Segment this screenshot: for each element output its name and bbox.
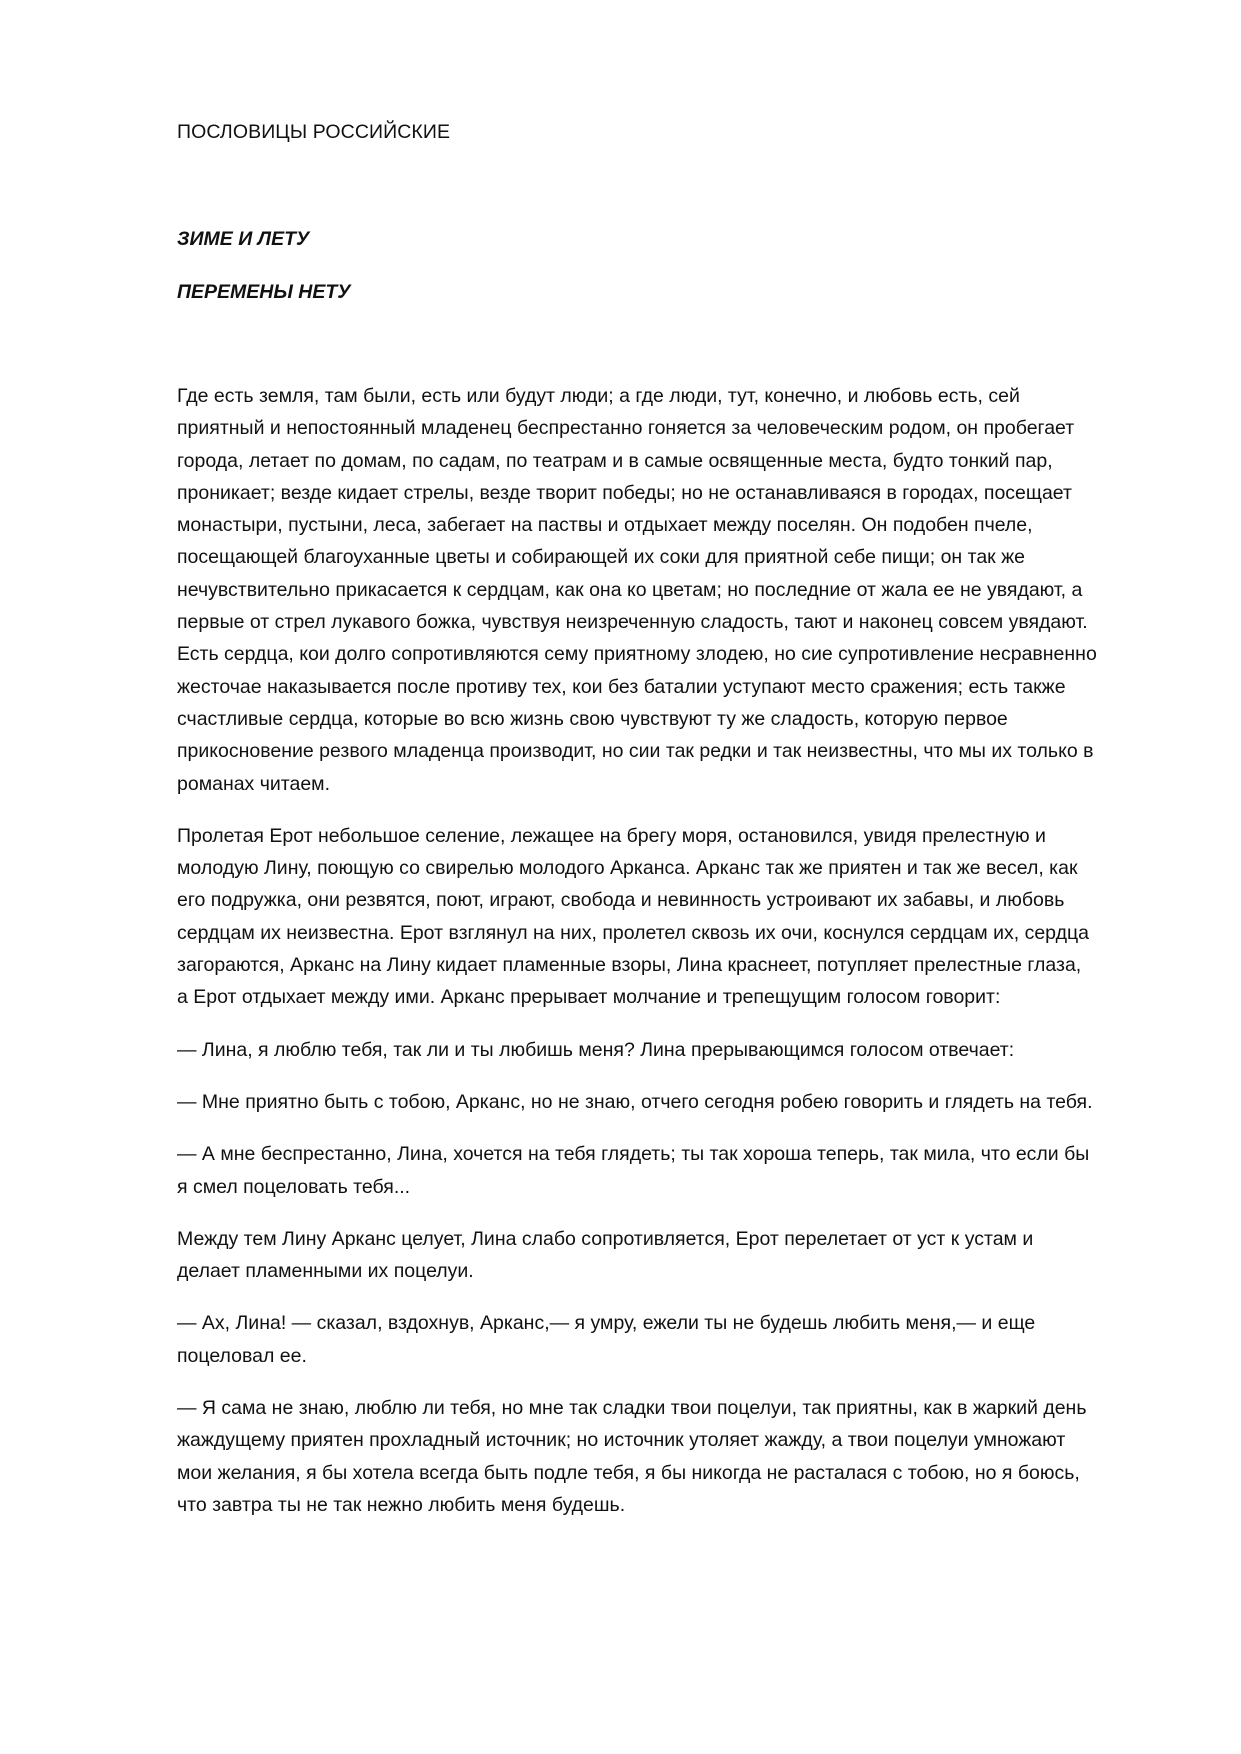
dialogue-paragraph: — А мне беспрестанно, Лина, хочется на тебя глядеть; ты так хороша теперь, так мила, что если бы я смел поцеловать тебя... (177, 1143, 1090, 1198)
dialogue-paragraph: — Лина, я люблю тебя, так ли и ты любишь меня? Лина прерывающимся голосом отвечает: (177, 1038, 1015, 1061)
subheading-winter-summer: ЗИМЕ И ЛЕТУ (177, 228, 310, 250)
paragraph: Пролетая Ерот небольшое селение, лежащее на брегу моря, остановился, увидя прелестную и молодую Лину, поющую со свирелью молодого Арканса. Арканс так же приятен и так же весел, как его подружка, они резвятся, поют, играют, свобода и невинность устроивают их забавы, и любовь сердцам их неизвестна. Ерот взглянул на них, пролетел сквозь их очи, коснулся сердцам их, сердца загораются, Арканс на Лину кидает пламенные взоры, Лина краснеет, потупляет прелестные глаза, а Ерот отдыхает между ими. Арканс прерывает молчание и трепещущим голосом говорит: (177, 824, 1089, 1009)
paragraph: Где есть земля, там были, есть или будут люди; а где люди, тут, конечно, и любовь есть, сей приятный и непостоянный младенец беспрестанно гоняется за человеческим родом, он пробегает города, летает по домам, по садам, по театрам и в самые освященные места, будто тонкий пар, проникает; везде кидает стрелы, везде творит победы; но не останавливаяся в городах, посещает монастыри, пустыни, леса, забегает на паствы и отдыхает между поселян. Он подобен пчеле, посещающей благоуханные цветы и собирающей их соки для приятной себе пищи; он так же нечувствительно прикасается к сердцам, как она ко цветам; но последние от жала ее не увядают, а первые от стрел лукавого божка, чувствуя неизреченную сладость, тают и наконец совсем увядают. Есть сердца, кои долго сопротивляются сему приятному злодею, но сие супротивление несравненно жесточае наказывается после противу тех, кои без баталии уступают место сражения; есть также счастливые сердца, которые во всю жизнь свою чувствуют ту же сладость, которую первое прикосновение резвого младенца производит, но сии так редки и так неизвестны, что мы их только в романах читаем. (177, 385, 1097, 795)
dialogue-paragraph: — Мне приятно быть с тобою, Арканс, но не знаю, отчего сегодня робею говорить и глядеть на тебя. (177, 1090, 1093, 1113)
dialogue-paragraph: — Я сама не знаю, люблю ли тебя, но мне так сладки твои поцелуи, так приятны, как в жаркий день жаждущему приятен прохладный источник; но источник утоляет жажду, а твои поцелуи умножают мои желания, я бы хотела всегда быть подле тебя, я бы никогда не расталася с тобою, но я боюсь, что завтра ты не так нежно любить меня будешь. (177, 1397, 1087, 1516)
paragraph: Между тем Лину Арканс целует, Лина слабо сопротивляется, Ерот перелетает от уст к устам и делает пламенными их поцелуи. (177, 1227, 1034, 1283)
document-body (177, 380, 1097, 1541)
subheading-no-change: ПЕРЕМЕНЫ НЕТУ (177, 281, 351, 303)
document-title: ПОСЛОВИЦЫ РОССИЙСКИЕ (177, 121, 451, 143)
dialogue-paragraph: — Ах, Лина! — сказал, вздохнув, Арканс,— я умру, ежели ты не будешь любить меня,— и еще поцеловал ее. (177, 1312, 1036, 1367)
